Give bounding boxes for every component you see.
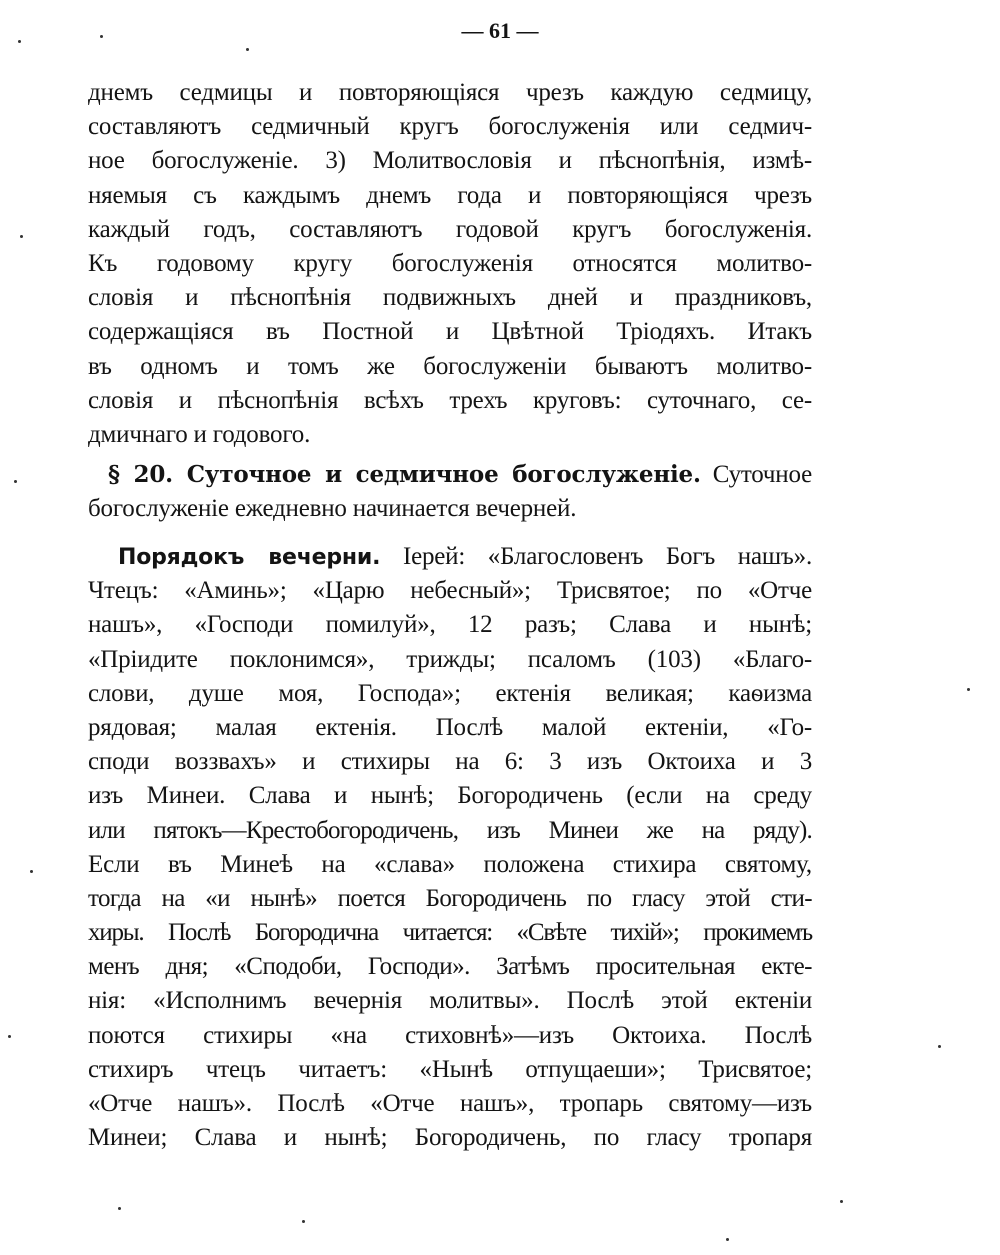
text-line: слови, душе моя, Господа»; ектенія великая; каѳизма [88, 679, 812, 707]
text-line: няемыя съ каждымъ днемъ года и повторяющіяся чрезъ [88, 181, 812, 209]
scan-speck [246, 48, 249, 51]
text-line: или пятокъ—Крестобогородичень, изъ Минеи же на ряду). [88, 816, 812, 844]
vespers-text: Іерей: «Благословенъ Богъ нашъ». [380, 543, 813, 570]
run-in-heading: Порядокъ вечерни. [118, 545, 381, 570]
section-heading: § 20. Суточное и седмичное богослуженіе. [108, 461, 701, 488]
text-line: словія и пѣснопѣнія подвижныхъ дней и праздниковъ, [88, 284, 812, 312]
text-line: нія: «Исполнимъ вечернія молитвы». Послѣ этой ектеніи [88, 987, 812, 1015]
scan-speck [967, 688, 970, 691]
text-line: Минеи; Слава и нынѣ; Богородичень, по гласу тропаря [88, 1124, 812, 1152]
text-line: изъ Минеи. Слава и нынѣ; Богородичень (если на среду [88, 782, 812, 810]
scan-speck [100, 35, 103, 38]
scan-speck [14, 480, 17, 483]
scan-speck [30, 870, 33, 873]
text-line: хиры. Послѣ Богородична читается: «Свѣте тихій»; прокимемъ [88, 919, 812, 947]
text-line: менъ дня; «Сподоби, Господи». Затѣмъ просительная екте- [88, 953, 812, 981]
paragraph-continuation [88, 76, 812, 452]
text-line: стихиръ чтецъ читаетъ: «Нынѣ отпущаеши»; Трисвятое; [88, 1055, 812, 1083]
text-line: Чтецъ: «Аминь»; «Царю небесный»; Трисвятое; по «Отче [88, 577, 812, 605]
scan-speck [938, 1045, 941, 1048]
text-line: нашъ», «Господи помилуй», 12 разъ; Слава и нынѣ; [88, 611, 812, 639]
text-line: поются стихиры «на стиховнѣ»—изъ Октоиха. Послѣ [88, 1021, 812, 1049]
scan-speck [8, 1035, 11, 1038]
scan-speck [18, 40, 21, 43]
scan-speck [302, 1220, 305, 1223]
text-line: словія и пѣснопѣнія всѣхъ трехъ круговъ: суточнаго, се- [88, 386, 812, 414]
section-20-first-line [88, 458, 812, 492]
text-line: днемъ седмицы и повторяющіяся чрезъ каждую седмицу, [88, 79, 812, 106]
vespers-first-line [88, 540, 812, 574]
text-line: Если въ Минеѣ на «слава» положена стихира святому, [88, 850, 812, 878]
text-line: содержащіяся въ Постной и Цвѣтной Тріодяхъ. Итакъ [88, 318, 812, 346]
text-line: каждый годъ, составляютъ годовой кругъ богослуженія. [88, 215, 812, 243]
text-line: въ одномъ и томъ же богослуженіи бываютъ молитво- [88, 352, 812, 380]
text-line: «Пріидите поклонимся», трижды; псаломъ (103) «Благо- [88, 645, 812, 673]
scan-speck [20, 235, 23, 238]
page-number: — 61 — [461, 18, 539, 43]
vespers-order-paragraph [88, 540, 812, 1155]
scan-speck [726, 1238, 729, 1241]
section-20-text: Суточное [700, 461, 812, 488]
scan-speck [840, 1200, 843, 1203]
text-line: рядовая; малая ектенія. Послѣ малой ектеніи, «Го- [88, 713, 812, 741]
text-line: Къ годовому кругу богослуженія относятся молитво- [88, 249, 812, 277]
text-line: «Отче нашъ». Послѣ «Отче нашъ», тропарь святому—изъ [88, 1090, 812, 1117]
text-line: составляютъ седмичный кругъ богослуженія или седмич- [88, 113, 812, 141]
scan-speck [118, 1207, 121, 1210]
text-line: ное богослуженіе. 3) Молитвословія и пѣснопѣнія, измѣ- [88, 147, 812, 175]
section-20 [88, 458, 812, 526]
text-line: споди воззвахъ» и стихиры на 6: 3 изъ Октоиха и 3 [88, 748, 812, 776]
text-line: дмичнаго и годового. [88, 420, 311, 448]
text-line: богослуженіе ежедневно начинается вечерней. [88, 495, 577, 523]
text-line: тогда на «и нынѣ» поется Богородичень по гласу этой сти- [88, 884, 812, 912]
